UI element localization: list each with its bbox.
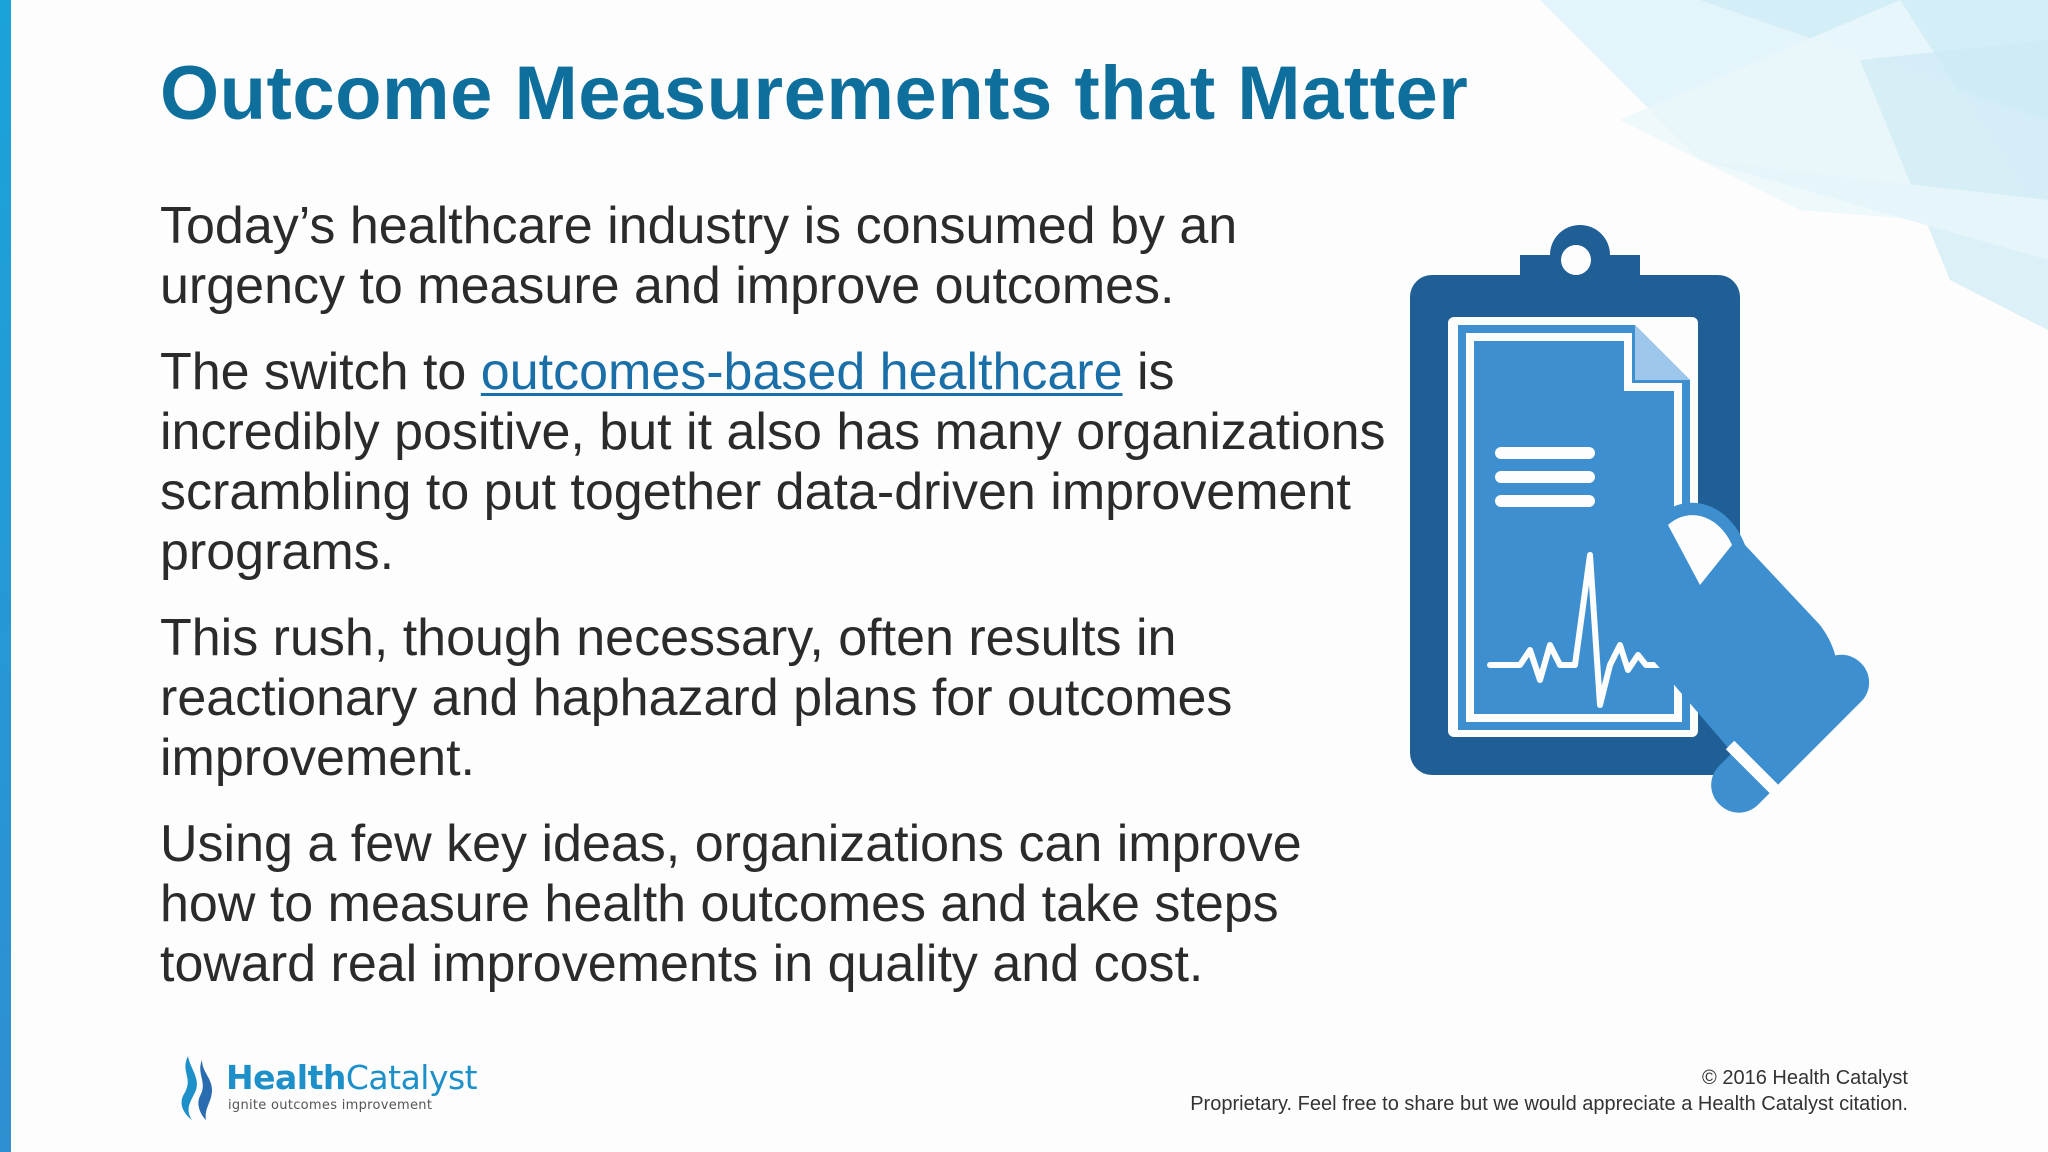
logo-wordmark [226,1058,477,1097]
paragraph-4: Using a few key ideas, organizations can improve how to measure health outcomes and take steps toward real improvements in quality and cost. [160,815,1302,993]
footer [1190,1065,1908,1117]
outcomes-based-healthcare-link[interactable]: outcomes-based healthcare [480,343,1123,401]
logo-word-2: Catalyst [345,1058,478,1097]
copyright-text: © 2016 Health Catalyst [1702,1067,1908,1089]
clipboard-heartbeat-hand-icon [1400,225,1900,905]
paragraph-2 [160,342,1390,582]
proprietary-notice: Proprietary. Feel free to share but we would appreciate a Health Catalyst citation. [1190,1093,1908,1115]
slide-title: Outcome Measurements that Matter [160,51,1469,136]
paragraph-3: This rush, though necessary, often results in reactionary and haphazard plans for outcomes improvement. [160,609,1233,787]
logo-word-1: Health [226,1058,346,1097]
flame-icon [170,1052,226,1124]
paragraph-2-end: is incredibly positive, but it also has many organizations scrambling to put together data-driven improvement programs. [160,343,1386,581]
paragraph-1: Today’s healthcare industry is consumed by an urgency to measure and improve outcomes. [160,197,1238,315]
slide-body [160,196,1390,1020]
paragraph-2-start: The switch to [160,343,481,401]
health-catalyst-logo [170,1052,478,1122]
logo-tagline: ignite outcomes improvement [228,1098,433,1113]
